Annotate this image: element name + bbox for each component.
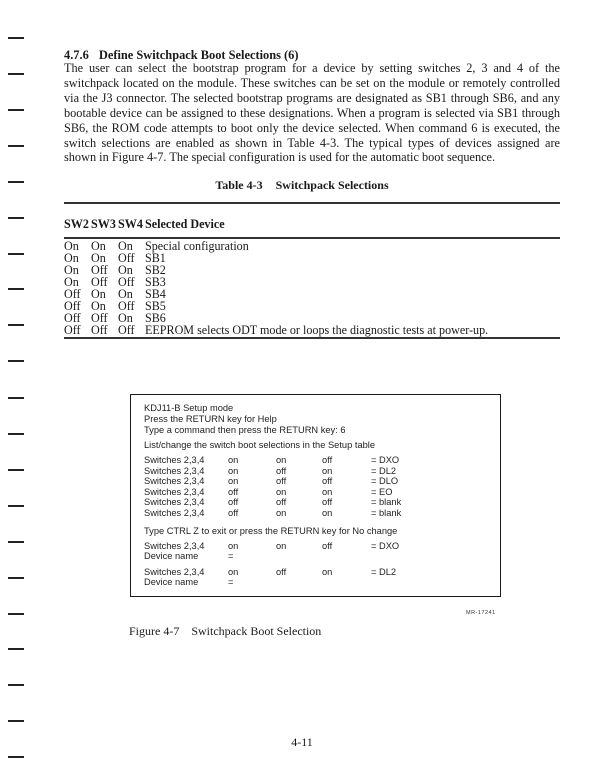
switch-row-sw2: on: [228, 465, 239, 476]
cell-sw2: On: [64, 263, 79, 277]
margin-tick-mark: [8, 109, 24, 111]
cell-device: Special configuration: [145, 239, 249, 253]
margin-tick-mark: [8, 613, 24, 615]
section-title: Define Switchpack Boot Selections (6): [98, 48, 299, 62]
cell-sw2: Off: [64, 323, 81, 337]
switch-row-label: Switches 2,3,4: [144, 476, 205, 487]
screen-line-list-prompt: List/change the switch boot selections in the Setup table: [144, 440, 376, 450]
switch-row-sw4: off: [322, 476, 333, 487]
cell-sw2: On: [64, 251, 79, 265]
cell-device: SB6: [145, 311, 166, 325]
cell-sw4: On: [118, 311, 133, 325]
header-sw4: SW4: [118, 217, 143, 231]
edit-row-sw2: on: [228, 541, 239, 551]
switch-row-sw4: on: [322, 508, 333, 518]
switch-row-sw3: on: [276, 455, 287, 465]
cell-device: SB3: [145, 275, 166, 289]
device-name-input: =: [228, 551, 234, 561]
margin-tick-mark: [8, 541, 24, 543]
switch-row-label: Switches 2,3,4: [144, 465, 205, 476]
switch-row-sw4: off: [322, 455, 333, 465]
margin-tick-mark: [8, 433, 24, 435]
edit-row-label: Switches 2,3,4: [144, 567, 205, 577]
device-name-input: =: [228, 577, 234, 587]
switch-row-value: = DXO: [371, 455, 400, 465]
cell-sw3: Off: [91, 311, 108, 325]
switch-row-sw2: off: [228, 497, 239, 508]
device-name-label: Device name: [144, 551, 199, 561]
cell-sw3: On: [91, 239, 106, 253]
edit-row-sw4: off: [322, 541, 333, 551]
switch-row-sw2: off: [228, 486, 239, 497]
cell-sw3: Off: [91, 275, 108, 289]
switch-row-sw4: on: [322, 465, 333, 476]
figure-number: Figure 4-7: [129, 624, 180, 638]
margin-tick-mark: [8, 720, 24, 722]
edit-row-value: = DL2: [371, 567, 397, 577]
cell-device: SB2: [145, 263, 166, 277]
switch-row-sw3: off: [276, 465, 287, 476]
switch-row-label: Switches 2,3,4: [144, 486, 205, 497]
switch-row-value: = DLO: [371, 476, 399, 487]
margin-tick-mark: [8, 324, 24, 326]
cell-sw3: Off: [91, 323, 108, 337]
cell-device: SB4: [145, 287, 166, 301]
switch-row-label: Switches 2,3,4: [144, 508, 205, 518]
cell-sw2: Off: [64, 287, 81, 301]
figure-title: Switchpack Boot Selection: [191, 624, 322, 638]
edit-row-sw3: off: [276, 567, 287, 577]
margin-tick-mark: [8, 397, 24, 399]
margin-tick-mark: [8, 37, 24, 39]
margin-tick-mark: [8, 684, 24, 686]
body-paragraph: The user can select the bootstrap program for a device by setting switches 2, 3 and 4 of the switchpack located on the module. These switches can be set on the module or remotely controlled via the J3 connector. The selected bootstrap programs are designated as SB1 through SB6, and any bootable device can be assigned to these designations. When a program is selected via SB1 through SB6, the ROM code attempts to boot only the device selected. When command 6 is executed, the switch selections are enabled as shown in Table 4-3. The typical types of devices assigned are shown in Figure 4-7. The special configuration is used for the automatic boot sequence.: [64, 61, 560, 165]
margin-tick-mark: [8, 253, 24, 255]
cell-sw4: On: [118, 239, 133, 253]
table-top-rule: [64, 202, 560, 204]
cell-sw4: Off: [118, 275, 135, 289]
margin-tick-mark: [8, 577, 24, 579]
margin-tick-mark: [8, 360, 24, 362]
switch-row-sw2: on: [228, 476, 239, 487]
cell-sw4: Off: [118, 299, 135, 313]
section-number: 4.7.6: [64, 48, 89, 62]
margin-tick-mark: [8, 505, 24, 507]
screen-line-exit-prompt: Type CTRL Z to exit or press the RETURN key for No change: [144, 526, 398, 536]
cell-sw2: On: [64, 275, 79, 289]
switch-row-sw3: off: [276, 476, 287, 487]
cell-sw3: On: [91, 251, 106, 265]
cell-sw4: Off: [118, 251, 135, 265]
cell-sw2: Off: [64, 311, 81, 325]
table-header-rule: [64, 237, 560, 239]
margin-tick-mark: [8, 73, 24, 75]
device-name-label: Device name: [144, 577, 199, 587]
edit-row-sw2: on: [228, 567, 239, 577]
cell-sw4: On: [118, 263, 133, 277]
switch-row-label: Switches 2,3,4: [144, 497, 205, 508]
page-number: 4-11: [291, 735, 313, 749]
switch-row-value: = blank: [371, 508, 402, 518]
margin-tick-mark: [8, 145, 24, 147]
header-sw2: SW2: [64, 217, 89, 231]
margin-tick-mark: [8, 756, 24, 758]
cell-sw3: On: [91, 287, 106, 301]
edit-row-label: Switches 2,3,4: [144, 541, 205, 551]
margin-tick-mark: [8, 288, 24, 290]
edit-row-sw3: on: [276, 541, 287, 551]
cell-sw3: On: [91, 299, 106, 313]
edit-row-value: = DXO: [371, 541, 400, 551]
cell-device: SB5: [145, 299, 166, 313]
header-sw3: SW3: [91, 217, 116, 231]
table-row: [64, 324, 488, 336]
cell-sw4: Off: [118, 323, 135, 337]
edit-row-sw4: on: [322, 567, 333, 577]
cell-sw2: On: [64, 239, 79, 253]
table-number: Table 4-3: [215, 178, 263, 192]
cell-sw4: On: [118, 287, 133, 301]
header-device: Selected Device: [145, 217, 225, 231]
switch-row-sw3: on: [276, 508, 287, 518]
switch-row-sw4: on: [322, 486, 333, 497]
switch-row-label: Switches 2,3,4: [144, 455, 205, 465]
cell-device: EEPROM selects ODT mode or loops the diagnostic tests at power-up.: [145, 323, 489, 337]
cell-sw2: Off: [64, 299, 81, 313]
art-code: MR-17241: [466, 610, 496, 616]
switch-row-value: = blank: [371, 497, 402, 508]
terminal-screen-figure: [130, 394, 501, 597]
table-title: Switchpack Selections: [275, 178, 389, 192]
margin-tick-mark: [8, 469, 24, 471]
screen-line-title: KDJ11-B Setup mode: [144, 403, 234, 413]
switch-row-value: = EO: [371, 486, 393, 497]
screen-line-command: Type a command then press the RETURN key: 6: [144, 425, 346, 435]
margin-tick-mark: [8, 217, 24, 219]
switch-row-sw2: off: [228, 508, 239, 518]
screen-line-help: Press the RETURN key for Help: [144, 414, 277, 424]
switch-row-sw2: on: [228, 455, 239, 465]
switchpack-table: [64, 240, 488, 336]
switch-row-value: = DL2: [371, 465, 397, 476]
table-caption: [0, 178, 604, 193]
margin-tick-mark: [8, 648, 24, 650]
switch-row-sw3: on: [276, 486, 287, 497]
figure-caption: [129, 624, 321, 639]
table-bottom-rule: [64, 337, 560, 339]
cell-sw3: Off: [91, 263, 108, 277]
switch-row-sw3: off: [276, 497, 287, 508]
switch-row-sw4: off: [322, 497, 333, 508]
cell-device: SB1: [145, 251, 166, 265]
table-header: [64, 218, 225, 230]
